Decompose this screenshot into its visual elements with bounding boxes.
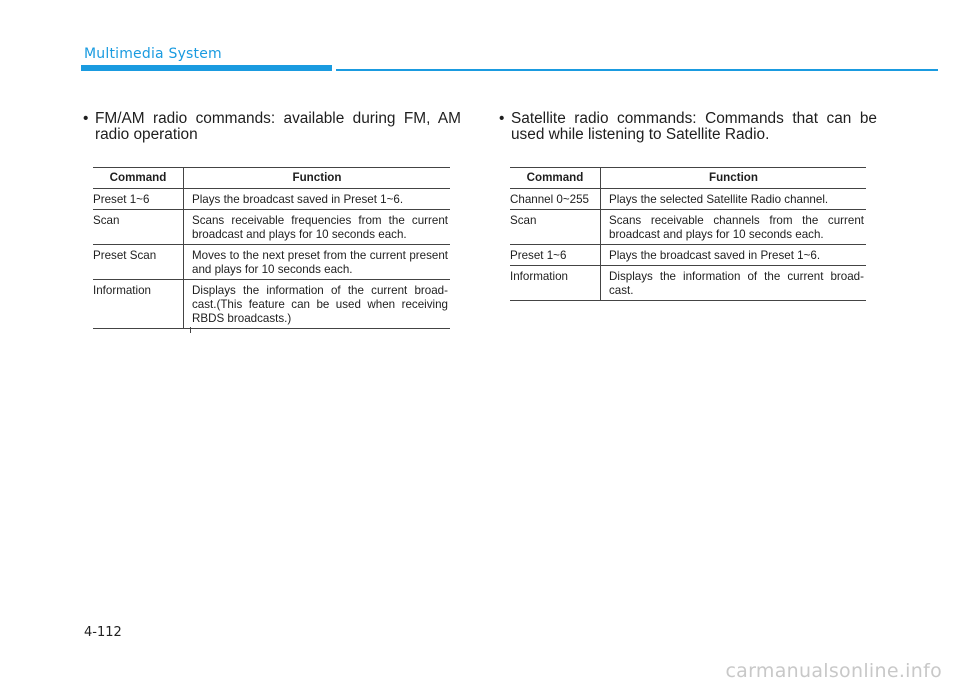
table-row [510, 245, 866, 266]
bullet-icon: • [83, 110, 89, 127]
table-header-row [93, 168, 450, 189]
table-row [93, 245, 450, 280]
section-rule-thin [336, 69, 938, 71]
command-cell: Preset 1~6 [510, 245, 601, 266]
command-cell: Scan [93, 210, 184, 245]
left-column [81, 111, 461, 329]
command-cell: Channel 0~255 [510, 189, 601, 210]
table-divider-tail [190, 327, 191, 333]
table-row [510, 189, 866, 210]
satellite-intro [499, 110, 877, 143]
command-cell: Scan [510, 210, 601, 245]
function-cell: Displays the information of the current broad-cast. [601, 266, 867, 301]
function-cell: Plays the broadcast saved in Preset 1~6. [184, 189, 451, 210]
fm-am-intro-text: FM/AM radio commands: available during FM, AM radio operation [95, 110, 461, 143]
fm-am-command-table [93, 167, 450, 329]
function-cell: Plays the selected Satellite Radio channel. [601, 189, 867, 210]
function-cell: Scans receivable channels from the current broadcast and plays for 10 seconds each. [601, 210, 867, 245]
header-function: Function [184, 168, 451, 189]
function-cell: Moves to the next preset from the current present and plays for 10 seconds each. [184, 245, 451, 280]
satellite-intro-text: Satellite radio commands: Commands that can be used while listening to Satellite Radio. [511, 110, 877, 143]
right-column [497, 111, 877, 301]
function-cell: Plays the broadcast saved in Preset 1~6. [601, 245, 867, 266]
table-row [93, 210, 450, 245]
fm-am-intro [83, 110, 461, 143]
section-rule-thick [81, 65, 332, 71]
header-command: Command [93, 168, 184, 189]
header-function: Function [601, 168, 867, 189]
page-number: 4-112 [84, 625, 122, 640]
bullet-icon: • [499, 110, 505, 127]
table-row [510, 266, 866, 301]
table-row [93, 189, 450, 210]
header-command: Command [510, 168, 601, 189]
section-title: Multimedia System [84, 46, 222, 62]
watermark: carmanualsonline.info [725, 660, 942, 682]
function-cell: Scans receivable frequencies from the current broadcast and plays for 10 seconds each. [184, 210, 451, 245]
satellite-command-table [510, 167, 866, 301]
table-header-row [510, 168, 866, 189]
command-cell: Preset 1~6 [93, 189, 184, 210]
table-row [510, 210, 866, 245]
function-cell: Displays the information of the current broad-cast.(This feature can be used when receiving RBDS broadcasts.) [184, 280, 451, 329]
command-cell: Information [510, 266, 601, 301]
table-row [93, 280, 450, 329]
command-cell: Preset Scan [93, 245, 184, 280]
command-cell: Information [93, 280, 184, 329]
